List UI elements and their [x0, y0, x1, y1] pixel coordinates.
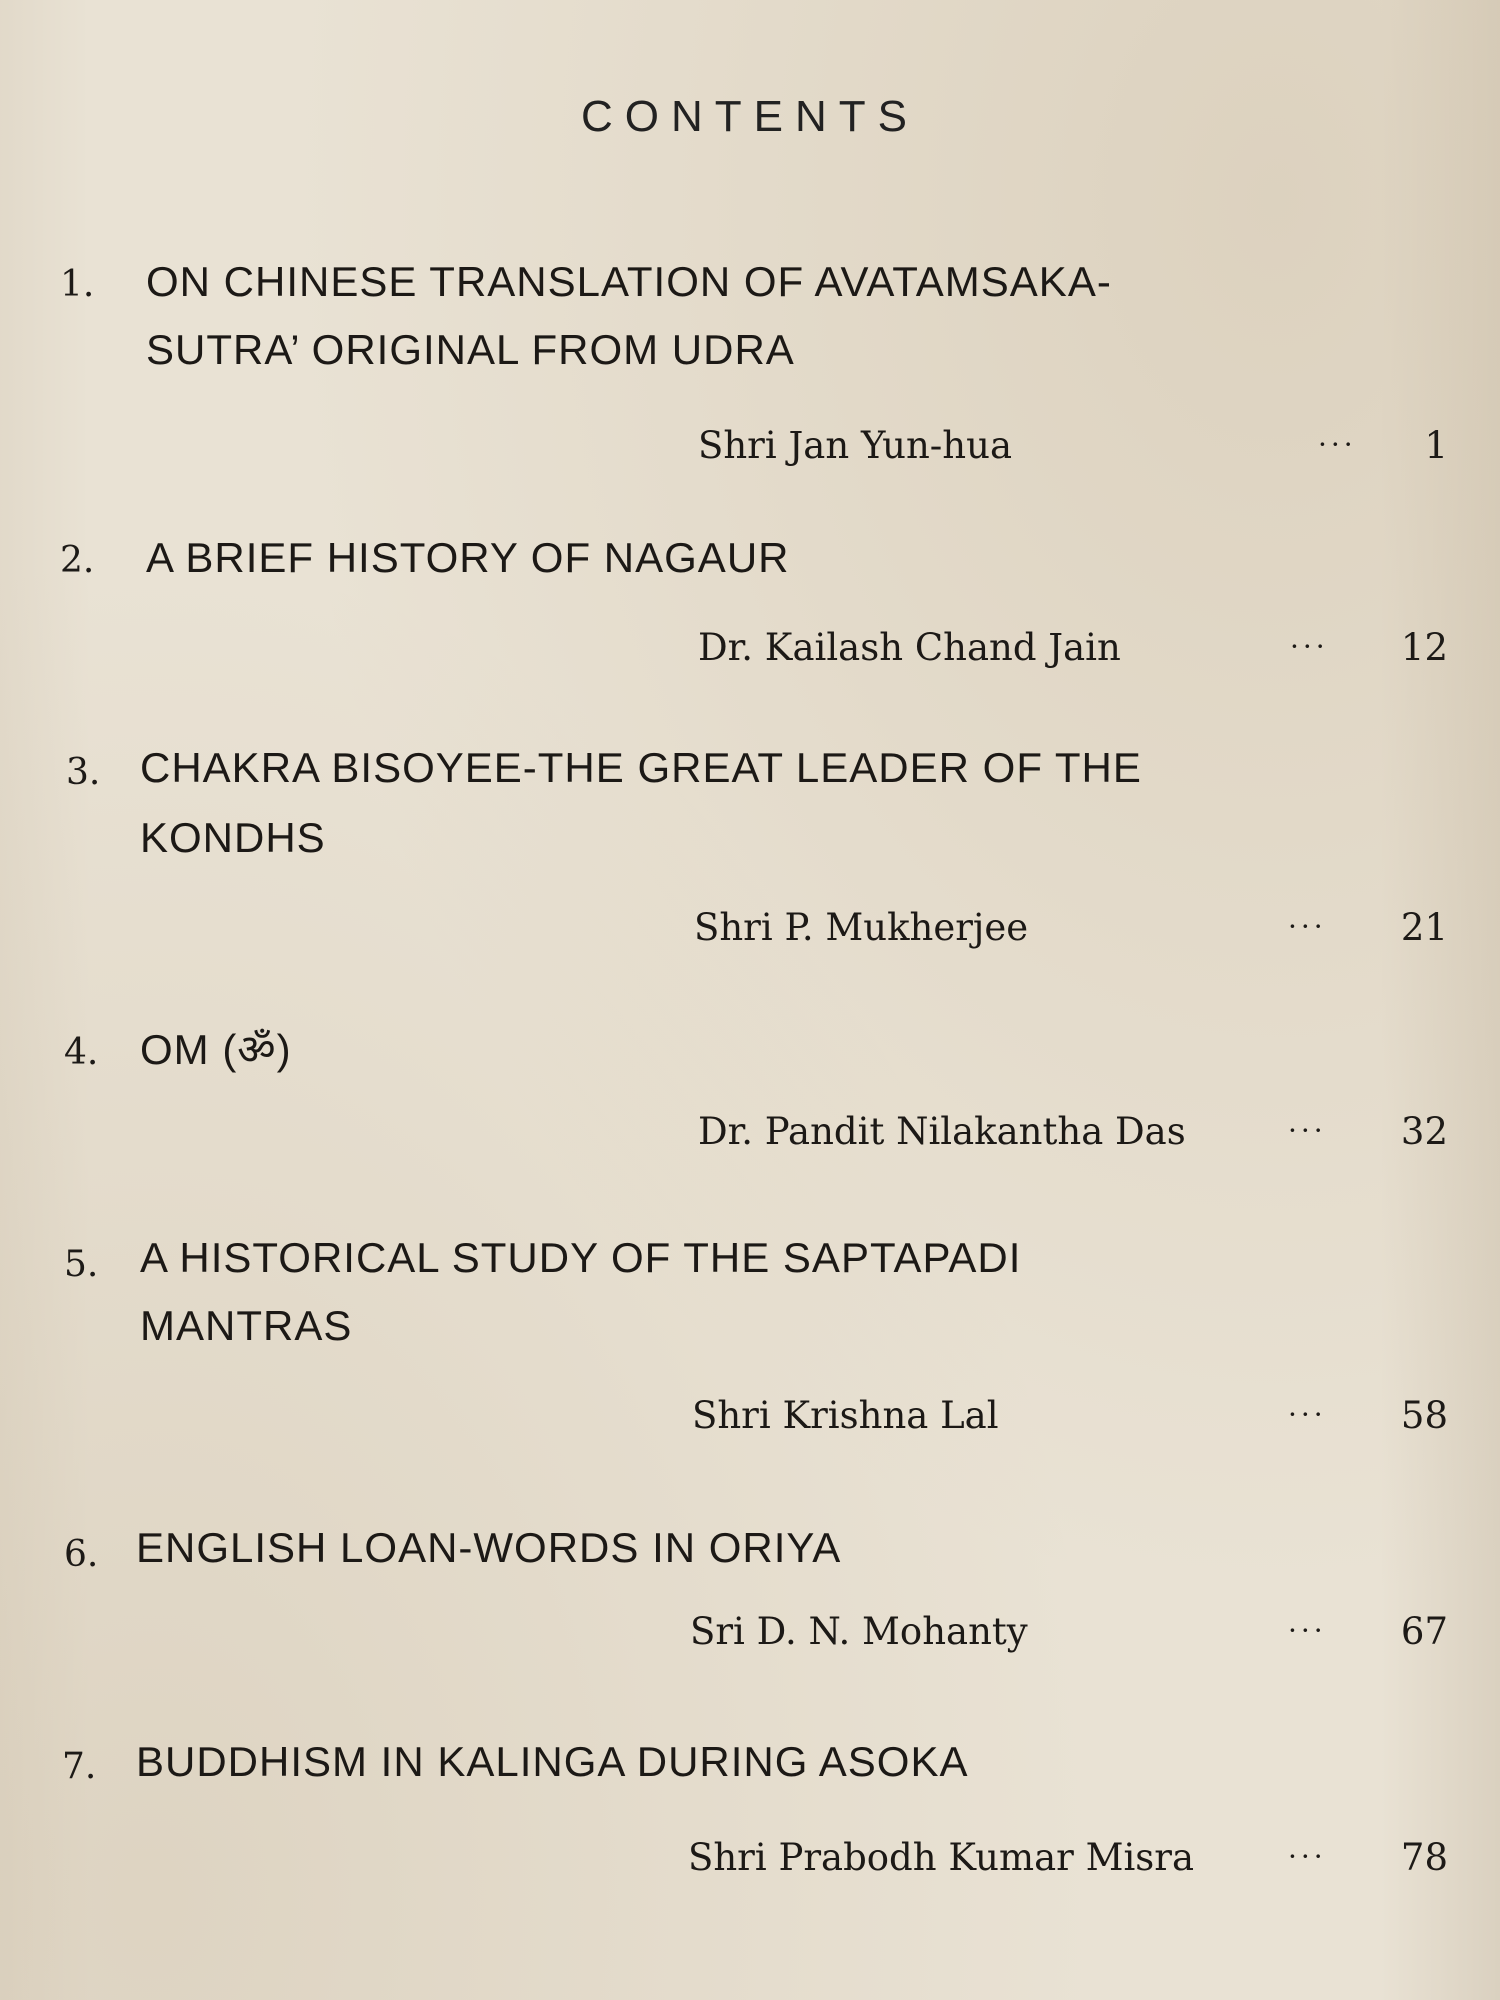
- entry-author: Shri Krishna Lal: [692, 1394, 999, 1437]
- entry-title-line-1: BUDDHISM IN KALINGA DURING ASOKA: [136, 1738, 969, 1785]
- entry-number: 4.: [64, 1032, 99, 1073]
- entry-number: 2.: [60, 540, 95, 581]
- entry-page-number: 78: [1400, 1836, 1448, 1879]
- entry-author: Shri P. Mukherjee: [694, 906, 1029, 949]
- leader-dots: ···: [1318, 428, 1357, 461]
- entry-number: 1.: [60, 264, 95, 305]
- entry-page-number: 32: [1400, 1110, 1448, 1153]
- leader-dots: ···: [1288, 1840, 1327, 1873]
- entry-number: 3.: [66, 752, 101, 793]
- entry-title-line-2: KONDHS: [140, 814, 326, 861]
- leader-dots: ···: [1288, 1114, 1327, 1147]
- entry-title-line-2: SUTRA’ ORIGINAL FROM UDRA: [146, 326, 795, 373]
- page-title: CONTENTS: [581, 92, 919, 141]
- entry-author: Dr. Pandit Nilakantha Das: [698, 1110, 1186, 1153]
- leader-dots: ···: [1288, 1614, 1327, 1647]
- entry-page-number: 21: [1400, 906, 1448, 949]
- entry-page-number: 1: [1424, 424, 1448, 467]
- entry-title-line-1: OM (ॐ): [140, 1026, 292, 1073]
- entry-title-line-1: ON CHINESE TRANSLATION OF AVATAMSAKA-: [146, 258, 1112, 305]
- entry-page-number: 12: [1400, 626, 1448, 669]
- entry-number: 6.: [64, 1534, 99, 1575]
- entry-author: Dr. Kailash Chand Jain: [698, 626, 1121, 669]
- entry-title-line-1: A BRIEF HISTORY OF NAGAUR: [146, 534, 790, 581]
- entry-title-line-1: A HISTORICAL STUDY OF THE SAPTAPADI: [140, 1234, 1022, 1281]
- leader-dots: ···: [1288, 910, 1327, 943]
- entry-page-number: 67: [1400, 1610, 1448, 1653]
- leader-dots: ···: [1288, 1398, 1327, 1431]
- entry-page-number: 58: [1400, 1394, 1448, 1437]
- entry-number: 5.: [64, 1244, 99, 1285]
- entry-author: Sri D. N. Mohanty: [690, 1610, 1028, 1653]
- entry-author: Shri Prabodh Kumar Misra: [688, 1836, 1195, 1879]
- entry-number: 7.: [62, 1746, 97, 1787]
- entry-title-line-1: ENGLISH LOAN-WORDS IN ORIYA: [136, 1524, 842, 1571]
- entry-author: Shri Jan Yun-hua: [698, 424, 1013, 467]
- entry-title-line-1: CHAKRA BISOYEE-THE GREAT LEADER OF THE: [140, 744, 1142, 791]
- leader-dots: ···: [1290, 630, 1329, 663]
- entry-title-line-2: MANTRAS: [140, 1302, 353, 1349]
